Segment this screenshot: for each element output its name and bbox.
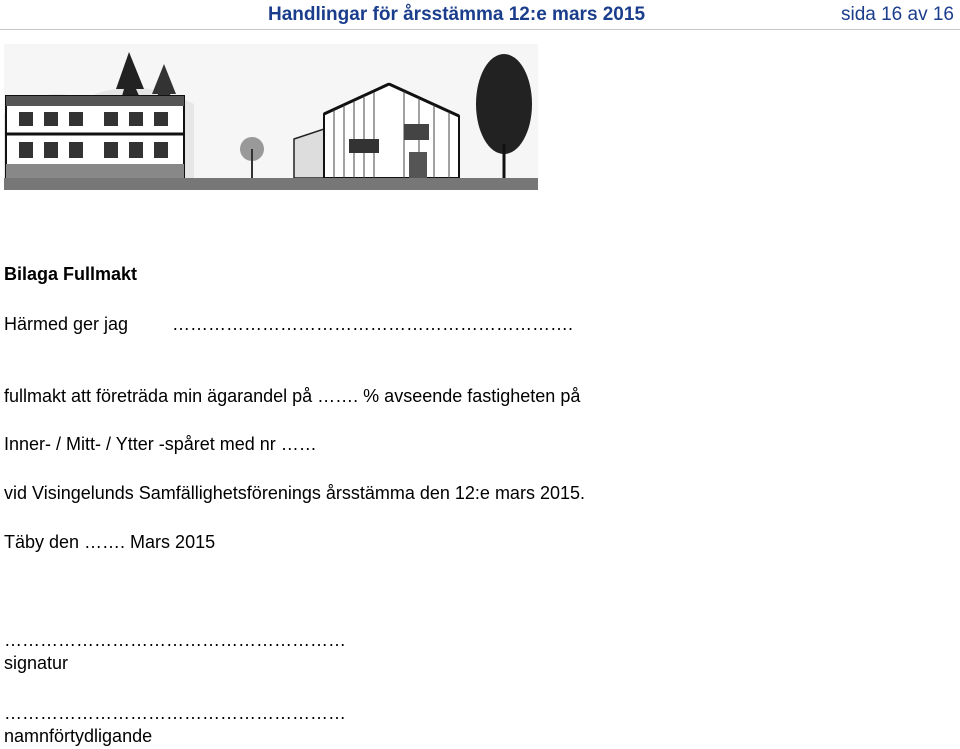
signature-label: signatur [4, 653, 69, 673]
name-clarification-blank[interactable]: ………………………………………………… [4, 703, 346, 723]
meeting-line: vid Visingelunds Samfällighetsförenings årsstämma den 12:e mars 2015. [4, 483, 585, 503]
form-heading: Bilaga Fullmakt [4, 264, 138, 284]
track-line: Inner- / Mitt- / Ytter -spåret med nr …… [4, 434, 317, 454]
name-clarification-label: namnförtydligande [4, 726, 153, 746]
grant-label: Härmed ger jag [4, 314, 129, 334]
houses-sketch-icon [4, 44, 538, 190]
grant-name-blank[interactable]: …………………………………………………………. [172, 314, 574, 334]
signature-blank[interactable]: ………………………………………………… [4, 630, 346, 650]
header-title: Handlingar för årsstämma 12:e mars 2015 [268, 4, 646, 25]
header-divider [0, 29, 960, 30]
share-line: fullmakt att företräda min ägarandel på ……. % avseende fastigheten på [4, 386, 581, 406]
place-date-line: Täby den ……. Mars 2015 [4, 532, 216, 552]
page-number: sida 16 av 16 [840, 4, 954, 25]
